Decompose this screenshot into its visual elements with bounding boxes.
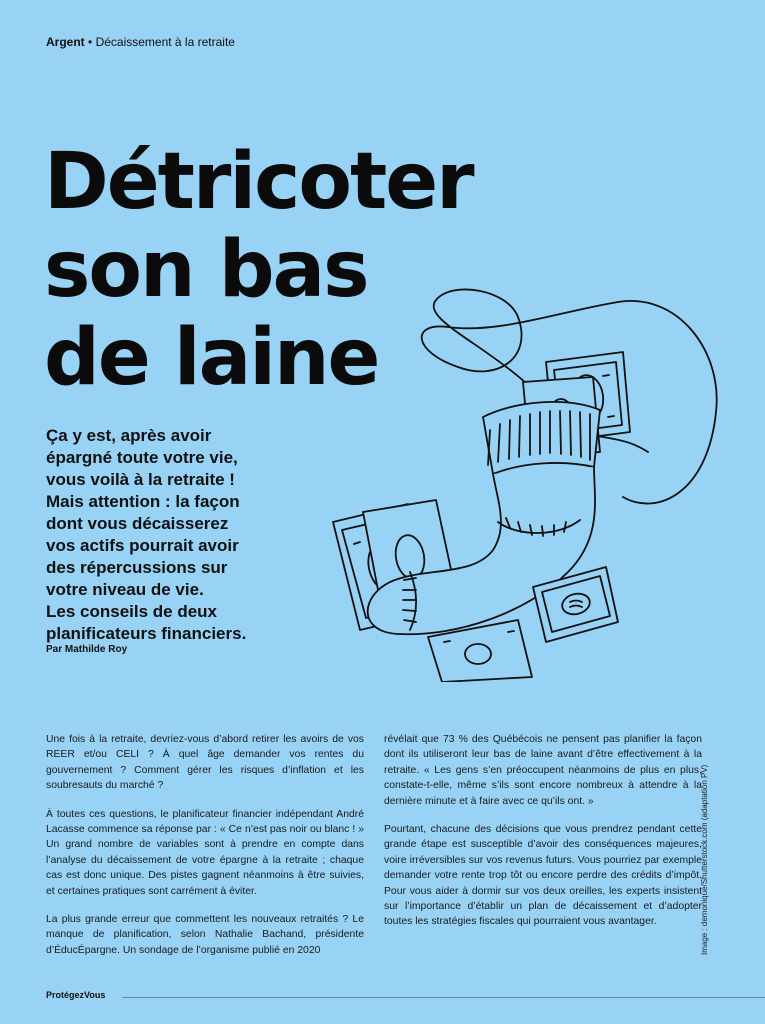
title-line: son bas: [44, 225, 368, 315]
lede-line: dont vous décaisserez: [46, 514, 229, 533]
body-paragraph: La plus grande erreur que commettent les nouveaux retraités ? Le manque de planification, selon Nathalie Bachand, présidente d’ÉducÉpargne. Un sondage de l’organisme publié en 2020: [46, 914, 364, 956]
image-credit: Image : demonique/Shutterstock.com (adaptation PV): [700, 764, 709, 955]
section-kicker: [46, 35, 235, 49]
body-paragraph: révélait que 73 % des Québécois ne pensent pas planifier la façon dont ils utiliseront leur bas de laine avant d’être effectivement à la retraite. « Les gens s’en préoccupent néanmoins de plus en plus, constate-t-elle, même s’ils sont encore nombreux à attendre à la dernière minute et à faire avec ce qu’ils ont. »: [384, 734, 702, 807]
lede-line: épargné toute votre vie,: [46, 448, 238, 467]
body-paragraph: À toutes ces questions, le planificateur financier indépendant André Lacasse commence sa réponse par : « Ce n’est pas noir ou blanc ! » Un grand nombre de variables sont à prendre en compte dans l’analyse du décaissement de votre épargne à la retraite ; chaque cas est donc unique. Des pistes gagnent néanmoins à être suivies, et certaines pratiques sont carrément à éviter.: [46, 808, 364, 897]
lede-line: des répercussions sur: [46, 558, 228, 577]
kicker-separator: •: [88, 35, 93, 49]
body-paragraph: Pourtant, chacune des décisions que vous prendrez pendant cette grande étape est susceptible d’avoir des conséquences majeures, voire irréversibles sur vos revenus futurs. Vous pourriez par exemple demander votre rente trop tôt ou encore perdre des crédits d’impôt. Pour vous aider à dormir sur vos deux oreilles, les experts insistent sur l’importance d’établir un plan de décaissement et d’adopter toutes les stratégies fiscales qui pourraient vous avantager.: [384, 824, 702, 928]
body-column-right: [384, 732, 702, 943]
body-column-left: [46, 732, 364, 971]
title-line: de laine: [44, 313, 379, 403]
sock-with-banknotes-illustration: [318, 282, 728, 682]
lede-line: votre niveau de vie.: [46, 580, 204, 599]
byline: Par Mathilde Roy: [46, 644, 128, 655]
body-paragraph: Une fois à la retraite, devriez-vous d’abord retirer les avoirs de vos REER et/ou CELI ? À quel âge demander vos rentes du gouvernement ? Comment gérer les risques d’inflation et les soubresauts du marché ?: [46, 734, 364, 792]
subsection-label: Décaissement à la retraite: [95, 35, 235, 49]
lede-line: planificateurs financiers.: [46, 624, 247, 643]
title-line: Détricoter: [44, 137, 473, 227]
lede-line: vos actifs pourrait avoir: [46, 536, 239, 555]
lede-line: Les conseils de deux: [46, 602, 218, 621]
section-label: Argent: [46, 35, 85, 49]
footer-rule: [122, 997, 765, 998]
lede-line: Mais attention : la façon: [46, 492, 240, 511]
lede-line: vous voilà à la retraite !: [46, 470, 235, 489]
footer-brand: ProtégezVous: [46, 990, 106, 1000]
lede-line: Ça y est, après avoir: [46, 426, 212, 445]
